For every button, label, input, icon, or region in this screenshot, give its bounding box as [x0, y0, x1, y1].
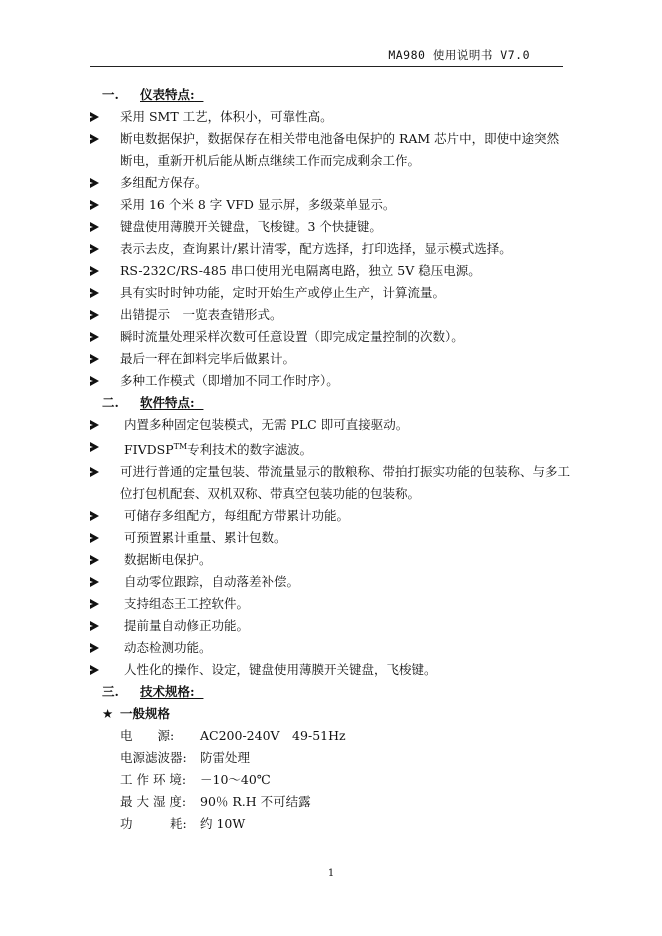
page-header: [0, 44, 662, 64]
arrow-bullet-icon: [90, 442, 99, 452]
list-item-text: 多种工作模式（即增加不同工作时序）。: [120, 373, 339, 388]
subsection-heading-general-specs: [90, 703, 570, 725]
list-item-text: 提前量自动修正功能。: [124, 618, 250, 633]
arrow-bullet-icon: [90, 643, 99, 653]
software-features-list: [90, 414, 570, 681]
spec-row: [90, 747, 570, 769]
arrow-bullet-icon: [90, 533, 99, 543]
list-item: [90, 216, 570, 238]
spec-row: [90, 813, 570, 835]
list-item-text: 瞬时流量处理采样次数可任意设置（即完成定量控制的次数）。: [120, 329, 464, 344]
list-item-text: 动态检测功能。: [124, 640, 212, 655]
section-heading-technical-specs: [90, 681, 570, 703]
list-item-text: RS-232C/RS-485 串口使用光电隔离电路，独立 5V 稳压电源。: [120, 263, 481, 278]
arrow-bullet-icon: [90, 288, 99, 298]
list-item: [90, 348, 570, 370]
list-item: [90, 659, 570, 681]
list-item-text: 采用 16 个米 8 字 VFD 显示屏，多级菜单显示。: [120, 197, 396, 212]
spec-value: 约 10W: [200, 816, 246, 831]
arrow-bullet-icon: [90, 178, 99, 188]
spec-label: 电源滤波器:: [120, 750, 187, 765]
list-item: [90, 571, 570, 593]
list-item-text: 出错提示 一览表查错形式。: [120, 307, 283, 322]
arrow-bullet-icon: [90, 511, 99, 521]
spec-row: [90, 769, 570, 791]
list-item: [90, 637, 570, 659]
list-item-text: FIVDSP: [124, 442, 174, 457]
arrow-bullet-icon: [90, 467, 99, 477]
list-item-text: 支持组态王工控软件。: [124, 596, 250, 611]
list-item: [90, 304, 570, 326]
instrument-features-list: [90, 106, 570, 392]
section-title: 仪表特点:: [140, 87, 195, 102]
list-item: [90, 593, 570, 615]
section-number: 二.: [102, 395, 119, 410]
star-icon: ★: [102, 706, 114, 721]
section-heading-instrument-features: [90, 84, 570, 106]
arrow-bullet-icon: [90, 354, 99, 364]
spec-label: 功 耗:: [120, 816, 187, 831]
section-number: 三.: [102, 684, 119, 699]
list-item: [90, 615, 570, 637]
list-item-text: 可进行普通的定量包装、带流量显示的散粮称、带拍打振实功能的包装称、与多工位打包机配套、双机双称、带真空包装功能的包装称。: [120, 464, 571, 501]
spec-list: [90, 725, 570, 835]
spec-label: 工 作 环 境:: [120, 772, 187, 787]
list-item: [90, 414, 570, 436]
list-item: [90, 527, 570, 549]
arrow-bullet-icon: [90, 555, 99, 565]
spec-label: 最 大 湿 度:: [120, 794, 187, 809]
arrow-bullet-icon: [90, 665, 99, 675]
list-item-text: 最后一秤在卸料完毕后做累计。: [120, 351, 296, 366]
list-item: [90, 326, 570, 348]
list-item: [90, 436, 570, 461]
spec-row: [90, 725, 570, 747]
arrow-bullet-icon: [90, 134, 99, 144]
list-item: [90, 260, 570, 282]
arrow-bullet-icon: [90, 420, 99, 430]
header-rule: [90, 66, 563, 67]
arrow-bullet-icon: [90, 599, 99, 609]
page-number: 1: [327, 868, 335, 879]
arrow-bullet-icon: [90, 376, 99, 386]
section-title: 软件特点:: [140, 395, 195, 410]
spec-label: 电 源:: [120, 728, 175, 743]
list-item: [90, 370, 570, 392]
list-item: [90, 128, 570, 172]
arrow-bullet-icon: [90, 266, 99, 276]
list-item-text: 表示去皮，查询累计/累计清零，配方选择，打印选择，显示模式选择。: [120, 241, 512, 256]
list-item: [90, 505, 570, 527]
list-item-text: 专利技术的数字滤波。: [187, 442, 313, 457]
list-item-text: 键盘使用薄膜开关键盘，飞梭键。3 个快捷键。: [120, 219, 382, 234]
list-item: [90, 282, 570, 304]
list-item: [90, 549, 570, 571]
list-item-text: 内置多种固定包装模式，无需 PLC 即可直接驱动。: [124, 417, 409, 432]
section-number: 一.: [102, 87, 119, 102]
list-item-text: 数据断电保护。: [124, 552, 212, 567]
document-body: [90, 84, 570, 835]
arrow-bullet-icon: [90, 577, 99, 587]
list-item-text: 自动零位跟踪，自动落差补偿。: [124, 574, 300, 589]
list-item-text: 采用 SMT 工艺，体积小，可靠性高。: [120, 109, 333, 124]
arrow-bullet-icon: [90, 332, 99, 342]
spec-value: 90％ R.H 不可结露: [200, 794, 311, 809]
list-item-text: 断电数据保护，数据保存在相关带电池备电保护的 RAM 芯片中，即使中途突然断电，重新开机后能从断点继续工作而完成剩余工作。: [120, 131, 560, 168]
list-item-text: 多组配方保存。: [120, 175, 208, 190]
arrow-bullet-icon: [90, 244, 99, 254]
list-item: [90, 194, 570, 216]
list-item-text: 可预置累计重量、累计包数。: [124, 530, 287, 545]
section-title: 技术规格:: [140, 684, 195, 699]
arrow-bullet-icon: [90, 222, 99, 232]
list-item-text: 人性化的操作、设定，键盘使用薄膜开关键盘，飞梭键。: [124, 662, 437, 677]
list-item: [90, 238, 570, 260]
arrow-bullet-icon: [90, 310, 99, 320]
arrow-bullet-icon: [90, 112, 99, 122]
list-item: [90, 461, 570, 505]
list-item-text: 具有实时时钟功能，定时开始生产或停止生产，计算流量。: [120, 285, 446, 300]
spec-value: －10～40℃: [200, 772, 271, 787]
spec-value: AC200-240V 49-51Hz: [200, 728, 346, 743]
list-item: [90, 106, 570, 128]
document-title: MA980 使用说明书 V7.0: [388, 48, 530, 62]
spec-row: [90, 791, 570, 813]
spec-value: 防雷处理: [200, 750, 251, 765]
arrow-bullet-icon: [90, 200, 99, 210]
list-item-text: 可储存多组配方，每组配方带累计功能。: [124, 508, 350, 523]
trademark-mark: TM: [173, 442, 188, 451]
arrow-bullet-icon: [90, 621, 99, 631]
list-item: [90, 172, 570, 194]
section-heading-software-features: [90, 392, 570, 414]
subsection-title: 一般规格: [120, 706, 171, 721]
